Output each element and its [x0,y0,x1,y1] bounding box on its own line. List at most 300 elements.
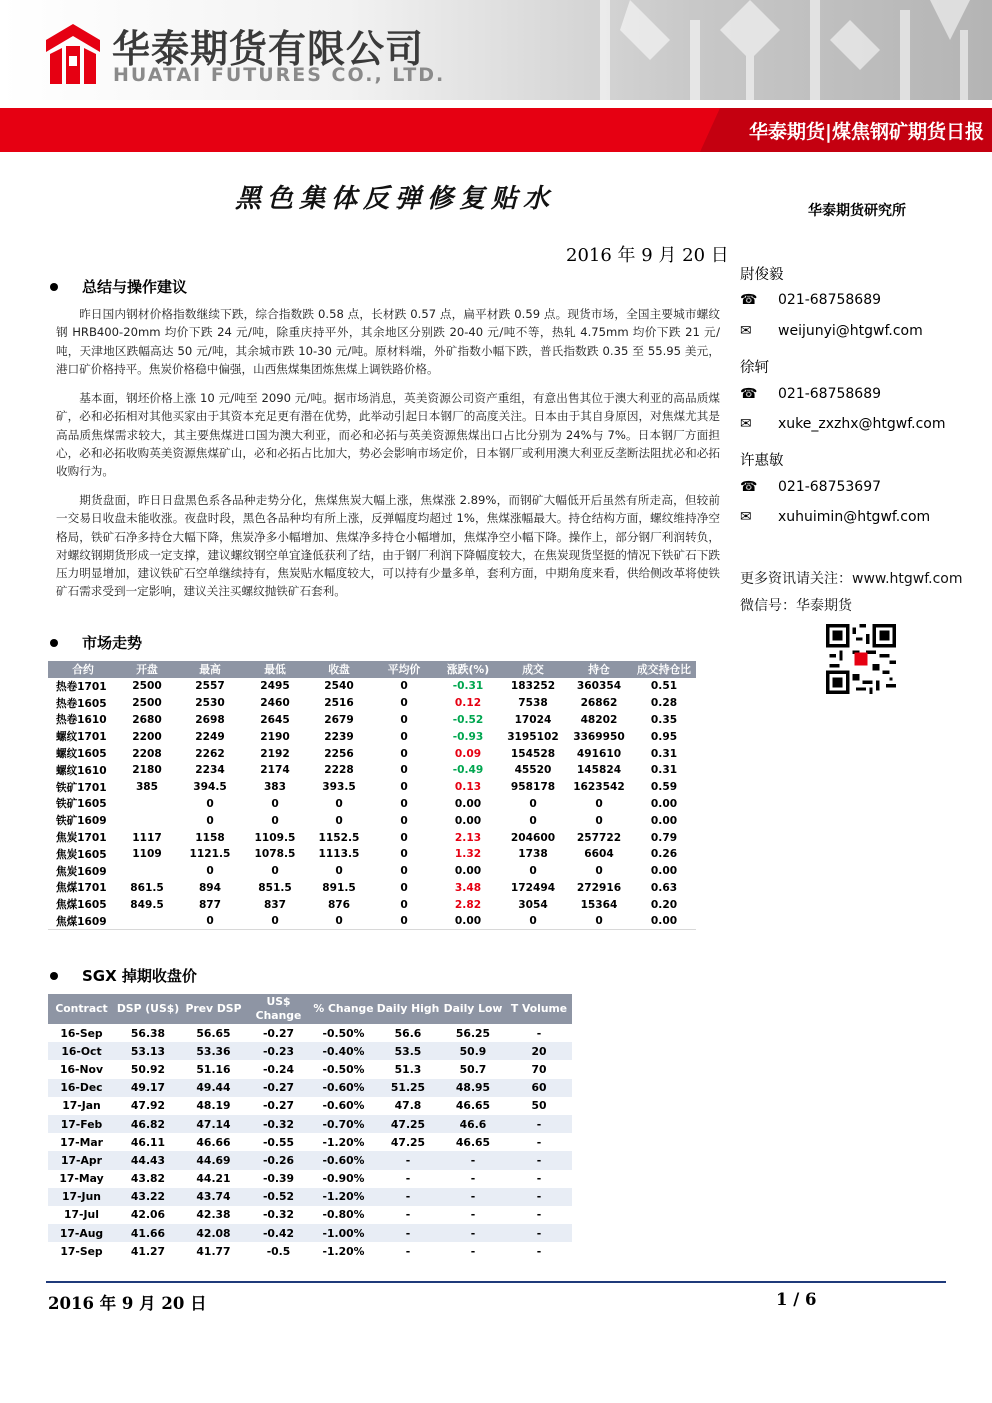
table-cell: 53.13 [115,1042,181,1060]
table-cell: 0 [400,680,408,693]
table-row [48,779,696,796]
table-row [48,812,696,829]
table-cell: 46.65 [440,1133,506,1151]
column-header: US$ Change [246,994,311,1024]
table-cell: 0 [400,747,408,760]
table-row [48,745,696,762]
summary-paragraph: 昨日国内钢材价格指数继续下跌，综合指数跌 0.58 点，长材跌 0.57 点，扁平材跌 0.59 点。现货市场，全国主要城市螺纹钢 HRB400-20mm 均价下跌 24 元/吨，除重庆持平外，其余地区分别跌 20-40 元/吨不等，热轧 4.75mm 均价下跌 21 元/吨，天津地区跌幅高达 50 元/吨，其余城市跌 10-30 元/吨。原材料端，外矿指数小幅下跌，普氏指数跌 0.35 至 55.95 美元，港口矿价格持平。焦炭价格稳中偏强，山西焦煤集团炼焦煤上调铁路价格。 [56,307,720,376]
table-cell: 3195102 [507,730,559,743]
footer-date: 2016 年 9 月 20 日 [48,1294,207,1313]
table-cell: -1.20% [311,1242,376,1260]
table-cell: 958178 [510,781,556,794]
table-cell: 热卷1610 [56,714,107,727]
table-cell: 46.6 [440,1115,506,1133]
table-row [48,678,696,695]
table-cell: 2530 [195,697,225,710]
table-cell: 46.66 [181,1133,246,1151]
table-cell: 0 [400,730,408,743]
table-cell: 891.5 [322,881,356,894]
analyst-email[interactable]: xuke_zxzhx@htgwf.com [778,416,946,432]
table-cell: 360354 [576,680,622,693]
analyst-phone-row [740,479,881,495]
table-cell: 0.00 [454,865,482,878]
table-cell [118,796,176,813]
table-cell: 56.38 [115,1024,181,1042]
table-cell: 0 [529,814,537,827]
table-cell [118,913,176,930]
table-row [48,762,696,779]
mail-icon: ✉ [740,509,752,525]
table-cell: 48.19 [181,1097,246,1115]
table-row [48,1097,572,1115]
table-cell: 2500 [132,680,162,693]
table-cell: 50.9 [440,1042,506,1060]
table-cell: 0 [400,764,408,777]
table-cell: 42.38 [181,1206,246,1224]
table-cell: 0.35 [650,713,678,726]
table-cell: 183252 [510,680,556,693]
table-cell: 53.5 [376,1042,440,1060]
table-row [48,913,696,930]
table-cell: 0 [400,898,408,911]
analyst-name: 尉俊毅 [740,267,784,283]
page-number: 1 / 6 [776,1290,817,1309]
table-cell: - [440,1206,506,1224]
huatai-logo [44,22,102,86]
table-cell: 3369950 [573,730,625,743]
table-cell: 16-Nov [48,1060,115,1078]
table-cell: - [376,1188,440,1206]
bullet-icon [50,639,58,647]
section-title: 市场走势 [82,634,143,652]
analyst-phone-row [740,292,881,308]
table-cell: 1109.5 [254,831,296,844]
table-cell: -1.20% [311,1188,376,1206]
section-heading-summary [50,276,187,297]
table-cell: 145824 [576,764,622,777]
market-table-body [48,678,696,930]
table-cell: 394.5 [193,781,227,794]
column-header: Daily High [376,994,440,1024]
report-title: 黑色集体反弹修复贴水 [235,184,556,214]
table-cell: -0.32 [246,1115,311,1133]
table-cell: 43.22 [115,1188,181,1206]
table-cell: - [506,1224,572,1242]
table-cell: 49.17 [115,1079,181,1097]
table-cell: -0.70% [311,1115,376,1133]
table-cell: -0.80% [311,1206,376,1224]
table-row [48,1042,572,1060]
table-cell: 2557 [195,680,225,693]
table-cell: 51.3 [376,1060,440,1078]
table-cell: 47.8 [376,1097,440,1115]
table-cell: - [440,1170,506,1188]
table-cell: 0 [206,865,214,878]
table-cell: 154528 [510,747,556,760]
table-cell: - [376,1206,440,1224]
table-cell: 385 [135,781,159,794]
table-cell: -0.50% [311,1024,376,1042]
table-cell: 272916 [576,881,622,894]
table-cell: -0.60% [311,1097,376,1115]
table-cell: 热卷1605 [56,697,107,710]
table-cell: - [376,1224,440,1242]
table-cell: - [376,1170,440,1188]
table-cell: 2516 [324,697,354,710]
table-cell: - [440,1151,506,1169]
table-cell: 894 [198,881,222,894]
table-cell: 257722 [576,831,622,844]
table-cell: 1117 [132,831,162,844]
table-cell: -0.55 [246,1133,311,1151]
table-cell: 849.5 [130,898,164,911]
column-header: 平均价 [372,661,436,678]
table-cell: 17-Jan [48,1097,115,1115]
table-cell: -0.52 [452,713,484,726]
table-cell: 172494 [510,881,556,894]
table-cell: 2680 [132,713,162,726]
column-header: 最高 [176,661,244,678]
table-cell: 0 [335,797,343,810]
table-cell: 0.13 [454,781,482,794]
wechat-id: 微信号：华泰期货 [740,598,852,614]
table-cell: 0.59 [650,781,678,794]
table-cell: -0.5 [246,1242,311,1260]
table-cell: 44.43 [115,1151,181,1169]
table-cell: 47.25 [376,1133,440,1151]
table-cell: 204600 [510,831,556,844]
table-cell: 0 [400,814,408,827]
table-cell: - [506,1024,572,1042]
summary-paragraph: 期货盘面，昨日日盘黑色系各品种走势分化，焦煤焦炭大幅上涨，焦煤涨 2.89%，而钢矿大幅低开后虽然有所走高，但较前一交易日收盘未能收涨。夜盘时段，黑色各品种均有所上涨，反弹幅度均超过 1%，焦煤涨幅最大。持仓结构方面，螺纹维持净空格局，铁矿石净多持仓大幅下降，焦炭净多小幅增加、焦煤净多持仓小幅增加，焦煤净空小幅下降。操作上，部分钢厂利润转负，对螺纹钢期货形成一定支撑，建议螺纹钢空单宜逢低获利了结，由于钢厂利润下降幅度较大，在焦炭现货坚挺的情况下铁矿石下跌压力明显增加，建议铁矿石空单继续持有，焦炭贴水幅度较大，可以持有少量多单，套利方面，中期角度来看，供给侧改革将使铁矿石需求受到一定影响，建议关注买螺纹抛铁矿石套利。 [56,493,720,599]
table-cell: - [440,1242,506,1260]
table-cell: -0.60% [311,1151,376,1169]
table-cell: 1121.5 [189,848,231,861]
table-cell: 2.13 [454,831,482,844]
table-cell: -0.27 [246,1097,311,1115]
table-cell: 0 [529,865,537,878]
table-cell: 15364 [580,898,618,911]
table-cell: 3.48 [454,881,482,894]
table-cell: 0 [529,797,537,810]
table-cell: 7538 [518,697,548,710]
table-row [48,846,696,863]
table-cell: 焦炭1609 [56,865,107,878]
table-cell: 2645 [260,713,290,726]
column-header: 开盘 [118,661,176,678]
table-cell: 0.00 [650,797,678,810]
footer-divider [46,1281,946,1283]
table-row [48,1206,572,1224]
column-header: T Volume [506,994,572,1024]
analyst-name: 许惠敏 [740,453,784,469]
table-cell: 2200 [132,730,162,743]
table-cell: -0.27 [246,1079,311,1097]
section-heading-market [50,632,142,653]
table-cell: 877 [198,898,222,911]
table-cell: 491610 [576,747,622,760]
table-row [48,1060,572,1078]
table-cell: 861.5 [130,881,164,894]
table-cell: 1078.5 [254,848,296,861]
table-cell: 0 [206,814,214,827]
table-cell: 393.5 [322,781,356,794]
table-cell: 焦炭1701 [56,832,107,845]
table-cell: 1113.5 [318,848,360,861]
table-row [48,1133,572,1151]
table-cell: 焦煤1609 [48,913,118,930]
table-cell: 螺纹1701 [56,731,107,744]
more-info-link[interactable]: 更多资讯请关注：www.htgwf.com [740,571,963,587]
table-cell: 44.69 [181,1151,246,1169]
table-cell: 48202 [580,713,618,726]
mail-icon: ✉ [740,323,752,339]
table-row [48,695,696,712]
column-header: 成交持仓比 [632,661,696,678]
table-cell: 0 [400,865,408,878]
table-cell: 53.36 [181,1042,246,1060]
table-cell: -0.93 [452,730,484,743]
table-cell: 42.06 [115,1206,181,1224]
table-cell: 0 [271,797,279,810]
table-cell: 0 [595,865,603,878]
section-title: 总结与操作建议 [82,278,188,296]
analyst-phone: 021-68753697 [778,479,882,495]
table-cell: 1109 [132,848,162,861]
table-cell: 41.77 [181,1242,246,1260]
table-cell: 0.12 [454,697,482,710]
table-cell: 2234 [195,764,225,777]
analyst-email-row[interactable] [740,509,930,525]
table-cell: - [440,1188,506,1206]
analyst-email-row[interactable] [740,416,945,432]
table-cell: 17-Jul [48,1206,115,1224]
table-cell: 20 [506,1042,572,1060]
table-cell: 0.95 [650,730,678,743]
sgx-table-body [48,1024,572,1260]
table-cell: - [506,1133,572,1151]
table-cell: 1623542 [573,781,625,794]
table-cell: 2262 [195,747,225,760]
table-row [48,712,696,729]
table-cell: 47.92 [115,1097,181,1115]
table-cell: 47.25 [376,1115,440,1133]
table-cell: 17-Aug [48,1224,115,1242]
table-cell: 46.11 [115,1133,181,1151]
table-cell: 2495 [260,680,290,693]
table-cell: 837 [263,898,287,911]
table-cell: 0.00 [454,814,482,827]
table-cell: 0.63 [650,881,678,894]
table-cell: 2698 [195,713,225,726]
table-cell: -0.32 [246,1206,311,1224]
table-cell: 50 [506,1097,572,1115]
phone-icon: ☎ [740,386,758,402]
table-cell: 0.00 [632,913,696,930]
table-cell: 60 [506,1079,572,1097]
table-cell: 1.32 [454,848,482,861]
table-cell: - [506,1242,572,1260]
phone-icon: ☎ [740,292,758,308]
table-cell: 2228 [324,764,354,777]
company-name-en: HUATAI FUTURES CO., LTD. [113,64,446,86]
table-cell: 876 [327,898,351,911]
phone-icon: ☎ [740,479,758,495]
table-cell: 1152.5 [318,831,360,844]
report-date: 2016 年 9 月 20 日 [566,245,729,266]
table-cell: 41.27 [115,1242,181,1260]
table-row [48,1242,572,1260]
table-cell: 0 [400,781,408,794]
summary-paragraph: 基本面，钢坯价格上涨 10 元/吨至 2090 元/吨。据市场消息，英美资源公司资产重组，有意出售其位于澳大利亚的高品质煤矿，必和必拓相对其他买家由于其资本充足更有潜在优势，此举动引起日本钢厂的高度关注。日本由于其自身原因，对焦煤尤其是高品质焦煤需求较大，其主要焦煤进口国为澳大利亚，而必和必拓与英美资源焦煤出口占比分别为 24%与 7%。日本钢厂方面担心，必和必拓收购英美资源焦煤矿山，必和必拓占比加大，势必会影响市场定价，日本钢厂或利用澳大利亚反垄断法阻扰必和必拓收购行为。 [56,391,720,479]
table-cell: 383 [263,781,287,794]
table-cell [118,863,176,880]
table-cell: - [506,1115,572,1133]
analyst-email[interactable]: xuhuimin@htgwf.com [778,509,931,525]
table-cell: 16-Sep [48,1024,115,1042]
table-cell: 0 [400,881,408,894]
table-cell: 0.26 [650,848,678,861]
table-cell: 2256 [324,747,354,760]
table-cell: 43.74 [181,1188,246,1206]
table-row [48,1079,572,1097]
column-header: Daily Low [440,994,506,1024]
table-cell: 17-Feb [48,1115,115,1133]
column-header: 收盘 [306,661,372,678]
company-name-cn: 华泰期货有限公司 [112,27,425,71]
table-cell: 17-Mar [48,1133,115,1151]
page-header [0,0,992,100]
table-cell: 3054 [518,898,548,911]
table-cell: -0.40% [311,1042,376,1060]
analyst-email[interactable]: weijunyi@htgwf.com [778,323,923,339]
table-row [48,829,696,846]
table-cell: 0 [271,865,279,878]
table-row [48,896,696,913]
table-row [48,1188,572,1206]
analyst-phone: 021-68758689 [778,386,882,402]
table-row [48,1224,572,1242]
qr-code-icon [826,624,896,694]
table-cell: -0.26 [246,1151,311,1169]
table-cell: 45520 [514,764,552,777]
table-cell: 0 [400,848,408,861]
table-cell: - [506,1188,572,1206]
table-row [48,863,696,880]
table-cell: 2460 [260,697,290,710]
table-cell: - [506,1170,572,1188]
table-cell: 41.66 [115,1224,181,1242]
table-cell: 50.7 [440,1060,506,1078]
analyst-email-row[interactable] [740,323,923,339]
table-cell: -0.60% [311,1079,376,1097]
market-table [48,661,696,930]
table-cell: -0.27 [246,1024,311,1042]
table-cell: - [376,1242,440,1260]
column-header: 持仓 [566,661,632,678]
table-cell: 焦煤1605 [56,899,107,912]
table-cell: 48.95 [440,1079,506,1097]
sgx-table-header [48,994,572,1024]
header-decoration [560,0,992,100]
table-cell: - [440,1224,506,1242]
table-cell: 16-Oct [48,1042,115,1060]
table-cell: 56.65 [181,1024,246,1042]
table-cell: 43.82 [115,1170,181,1188]
table-cell: 0.20 [650,898,678,911]
table-cell: 2180 [132,764,162,777]
table-cell: 0.00 [650,814,678,827]
table-cell: 0.00 [650,865,678,878]
table-cell: 螺纹1610 [56,764,107,777]
table-cell: 51.25 [376,1079,440,1097]
table-cell: 17024 [514,713,552,726]
table-cell: 0.51 [650,680,678,693]
table-cell: 46.65 [440,1097,506,1115]
table-cell: 0 [335,814,343,827]
table-cell: 2500 [132,697,162,710]
table-cell: 热卷1701 [56,680,107,693]
table-cell: 0 [176,913,244,930]
table-cell: 0 [400,831,408,844]
table-cell: 0.79 [650,831,678,844]
table-cell: 17-May [48,1170,115,1188]
table-cell: 螺纹1605 [56,748,107,761]
table-cell: 56.6 [376,1024,440,1042]
table-cell [118,812,176,829]
table-cell: 0.00 [436,913,500,930]
table-cell: -0.23 [246,1042,311,1060]
table-cell: -0.39 [246,1170,311,1188]
table-cell: 0 [595,797,603,810]
report-banner: 华泰期货|煤焦钢矿期货日报 [749,121,984,143]
table-cell: -1.20% [311,1133,376,1151]
table-cell: 0 [306,913,372,930]
column-header: Prev DSP [181,994,246,1024]
table-row [48,1151,572,1169]
table-cell: -1.00% [311,1224,376,1242]
column-header: Contract [48,994,115,1024]
table-cell: 26862 [580,697,618,710]
table-cell: 2239 [324,730,354,743]
table-cell: 0.31 [650,747,678,760]
table-cell: 6604 [584,848,614,861]
analyst-phone-row [740,386,881,402]
analyst-phone: 021-68758689 [778,292,882,308]
table-cell: -0.31 [452,680,484,693]
table-cell: 17-Sep [48,1242,115,1260]
table-cell: 70 [506,1060,572,1078]
table-cell: -0.49 [452,764,484,777]
table-row [48,880,696,897]
table-cell: 0.28 [650,697,678,710]
section-title: SGX 掉期收盘价 [82,967,197,985]
table-cell: - [506,1151,572,1169]
table-cell: 焦炭1605 [56,848,107,861]
table-cell: 0 [400,697,408,710]
table-cell: 2208 [132,747,162,760]
table-cell: 42.08 [181,1224,246,1242]
table-cell: 0 [206,797,214,810]
column-header: 成交 [500,661,566,678]
table-cell: 0.09 [454,747,482,760]
table-cell: 0 [566,913,632,930]
table-cell: 16-Dec [48,1079,115,1097]
table-cell: 49.44 [181,1079,246,1097]
table-row [48,796,696,813]
mail-icon: ✉ [740,416,752,432]
table-cell: 56.25 [440,1024,506,1042]
